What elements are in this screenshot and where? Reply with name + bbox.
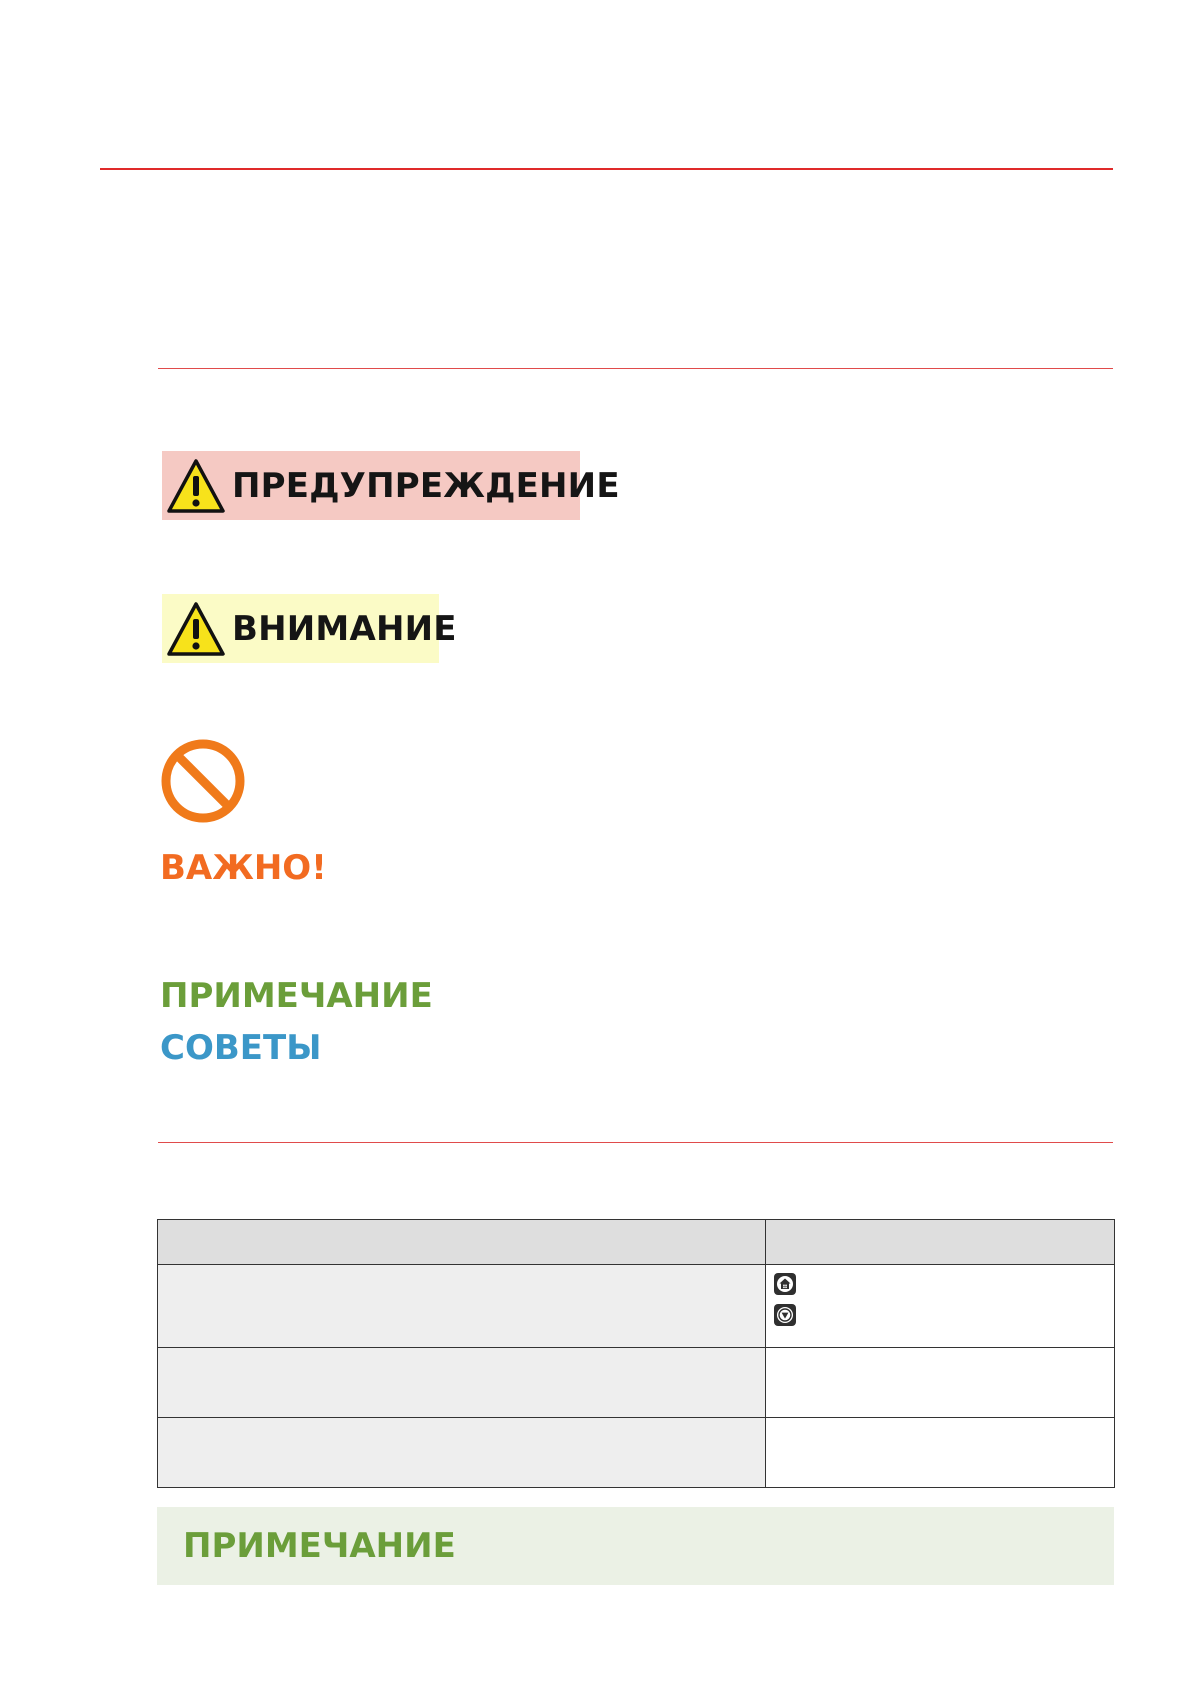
note-heading: ПРИМЕЧАНИЕ [160, 976, 433, 1016]
important-heading: ВАЖНО! [160, 848, 327, 888]
table-row [158, 1348, 1115, 1418]
table-header-row [158, 1220, 1115, 1265]
note-box [157, 1507, 1114, 1585]
warning-label: ПРЕДУПРЕЖДЕНИЕ [232, 465, 620, 506]
table-cell [158, 1418, 766, 1488]
caution-label: ВНИМАНИЕ [232, 608, 457, 649]
table-cell [158, 1265, 766, 1348]
table-cell [766, 1418, 1115, 1488]
table-header-cell [766, 1220, 1115, 1265]
note-box-heading: ПРИМЕЧАНИЕ [183, 1526, 456, 1566]
warning-triangle-icon [166, 458, 226, 514]
table-cell [158, 1348, 766, 1418]
table-cell [766, 1348, 1115, 1418]
table-row [158, 1265, 1115, 1348]
warning-triangle-icon [166, 601, 226, 657]
section-divider-2 [158, 1142, 1113, 1143]
table-row [158, 1418, 1115, 1488]
table-cell [766, 1265, 1115, 1348]
section-divider-1 [158, 368, 1113, 369]
prohibition-icon [160, 738, 246, 824]
home-key-icon [774, 1273, 796, 1295]
warning-badge [162, 451, 620, 520]
caution-badge [162, 594, 457, 663]
tips-heading: СОВЕТЫ [160, 1028, 322, 1068]
key-table [157, 1219, 1115, 1488]
stop-key-icon [774, 1304, 796, 1326]
top-rule [100, 168, 1113, 170]
table-header-cell [158, 1220, 766, 1265]
